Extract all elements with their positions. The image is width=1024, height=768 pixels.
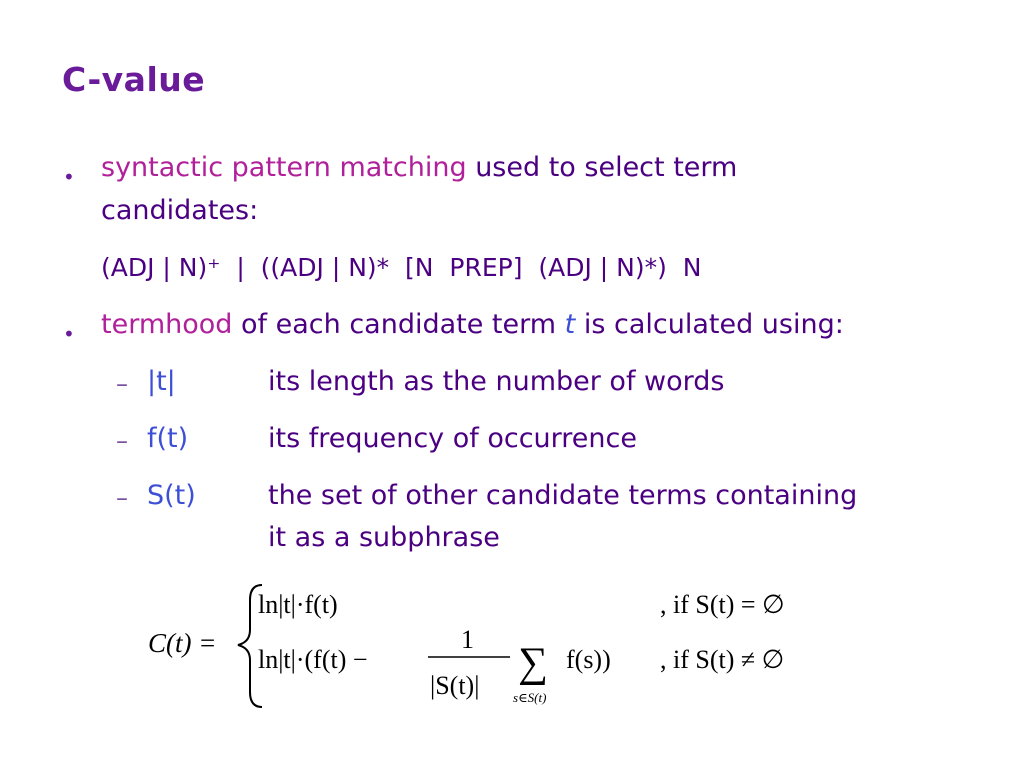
symbol-length: |t| (147, 366, 176, 397)
definition-length: its length as the number of words (268, 366, 725, 397)
bullet-2-highlight: termhood (101, 309, 233, 340)
formula-case-1-condition: , if S(t) = ∅ (660, 590, 785, 619)
bullet-1-highlight: syntactic pattern matching (101, 152, 467, 183)
variable-t: t (564, 309, 576, 340)
bullet-1-marker: • (63, 165, 75, 189)
symbol-set: S(t) (147, 480, 196, 511)
summation-subscript: s∈S(t) (513, 690, 547, 705)
formula-lhs: C(t) = (148, 628, 217, 658)
definition-frequency: its frequency of occurrence (268, 423, 637, 454)
definition-set-continued: it as a subphrase (268, 522, 500, 553)
bullet-1-text: used to select term (475, 152, 738, 183)
formula-case-2-condition: , if S(t) ≠ ∅ (660, 645, 785, 674)
pattern-expression: (ADJ | N)⁺ | ((ADJ | N)* [N PREP] (ADJ | N)*) N (101, 253, 702, 282)
formula-case-2-prefix: ln|t|·(f(t) − (258, 645, 368, 674)
bullet-1-line-2: candidates: (101, 195, 259, 226)
dash-2: – (116, 427, 128, 455)
fraction-denominator: |S(t)| (430, 671, 480, 700)
slide-title: C-value (62, 60, 206, 99)
symbol-frequency: f(t) (147, 423, 189, 454)
bullet-2-marker: • (63, 322, 75, 346)
dash-3: – (116, 484, 128, 512)
definition-set: the set of other candidate terms containing (268, 480, 858, 511)
dash-1: – (116, 370, 128, 398)
formula-case-2-suffix: f(s)) (566, 645, 611, 674)
summation-sign: ∑ (518, 640, 548, 686)
formula-case-1: ln|t|·f(t) (258, 590, 338, 619)
fraction-numerator: 1 (461, 625, 474, 654)
bullet-2-line: termhood of each candidate term t is calculated using: (101, 309, 844, 340)
